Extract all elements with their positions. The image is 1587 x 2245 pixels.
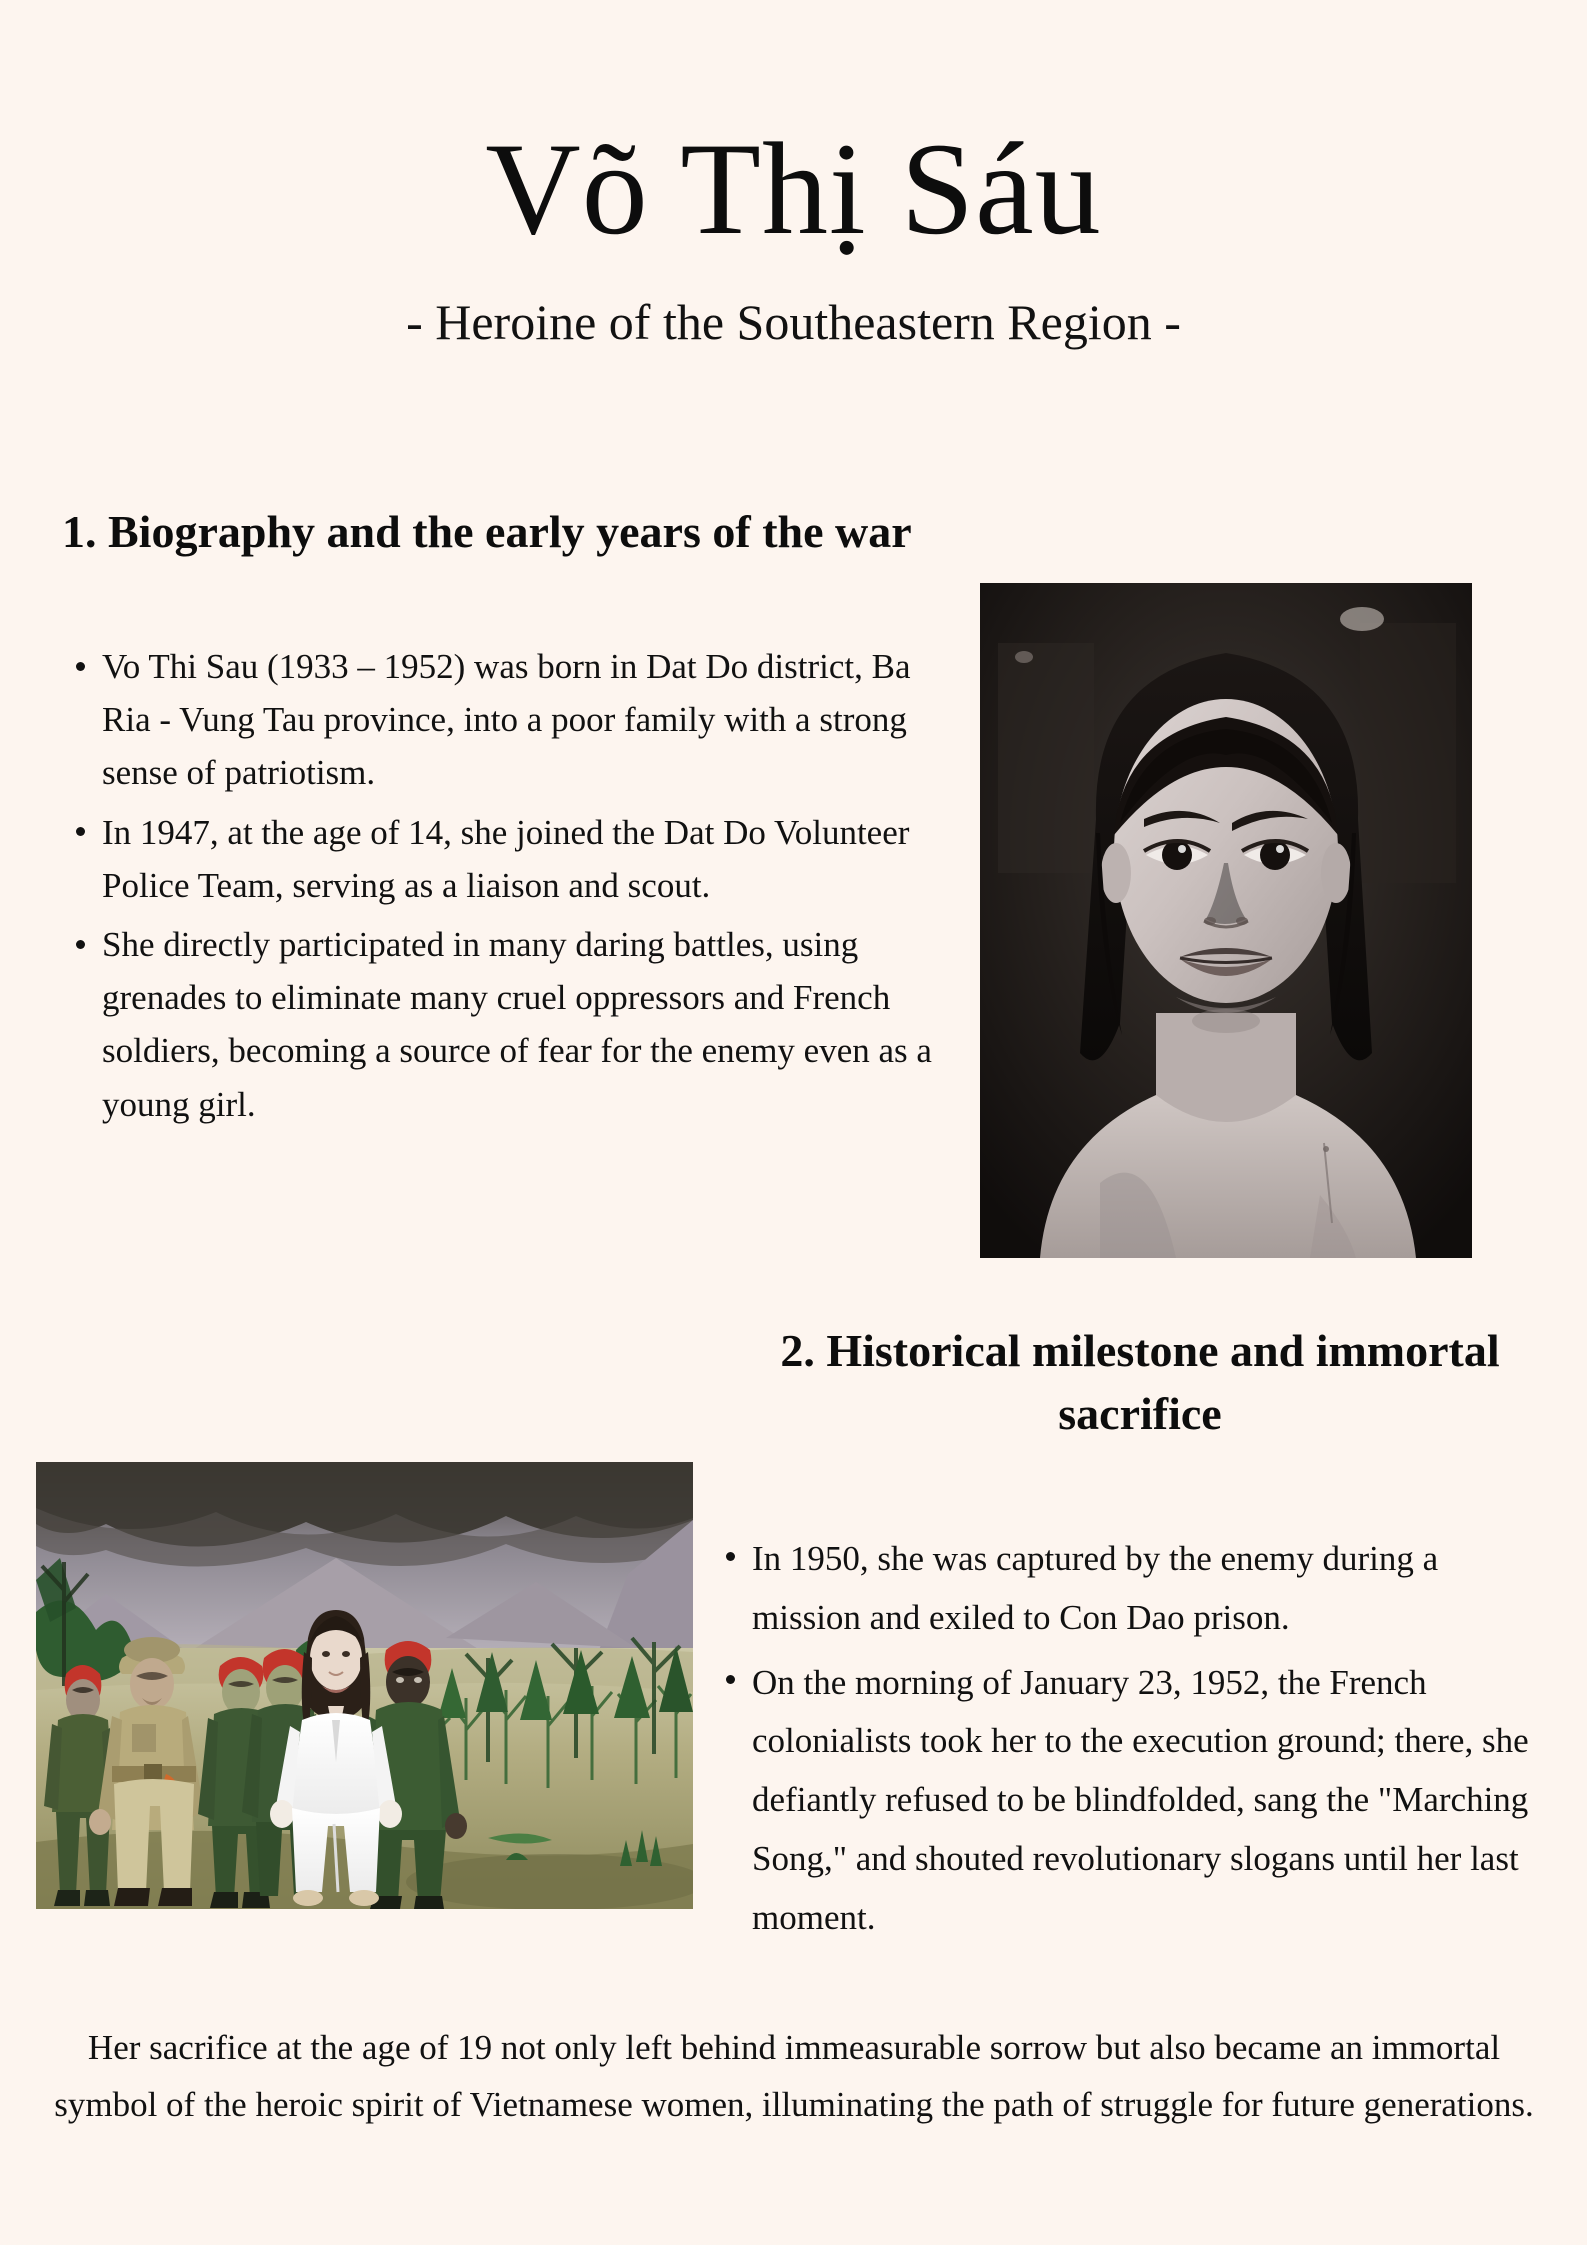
list-item: In 1947, at the age of 14, she joined the Dat Do Volunteer Police Team, serving as a liaison and scout. (68, 806, 933, 912)
page-title: Võ Thị Sáu (485, 115, 1102, 262)
list-item: In 1950, she was captured by the enemy during a mission and exiled to Con Dao prison. (718, 1530, 1548, 1648)
section-one-bullet-list (68, 640, 933, 1131)
list-item: She directly participated in many daring battles, using grenades to eliminate many cruel oppressors and French soldiers, becoming a source of fear for the enemy even as a young girl. (68, 918, 933, 1131)
section-one-heading: 1. Biography and the early years of the war (62, 506, 912, 557)
execution-painting (36, 1462, 693, 1909)
closing-paragraph: Her sacrifice at the age of 19 not only left behind immeasurable sorrow but also became an immortal symbol of the heroic spirit of Vietnamese women, illuminating the path of struggle for future generations. (54, 2028, 1534, 2124)
portrait-photo (980, 583, 1472, 1258)
title-block (0, 0, 1587, 351)
section-two-bullet-list (718, 1530, 1548, 1948)
portrait-photo-image (980, 583, 1472, 1258)
section-two-heading: 2. Historical milestone and immortal sacrifice (780, 1325, 1500, 1439)
execution-painting-image (36, 1462, 693, 1909)
section-two-body (718, 1530, 1548, 1954)
list-item: Vo Thi Sau (1933 – 1952) was born in Dat Do district, Ba Ria - Vung Tau province, into a poor family with a strong sense of patriotism. (68, 640, 933, 800)
section-one-body (68, 640, 933, 1137)
page-subtitle: - Heroine of the Southeastern Region - (406, 293, 1181, 350)
list-item: On the morning of January 23, 1952, the French colonialists took her to the execution ground; there, she defiantly refused to be blindfolded, sang the "Marching Song," and shouted revolutionary slogans until her last moment. (718, 1654, 1548, 1948)
